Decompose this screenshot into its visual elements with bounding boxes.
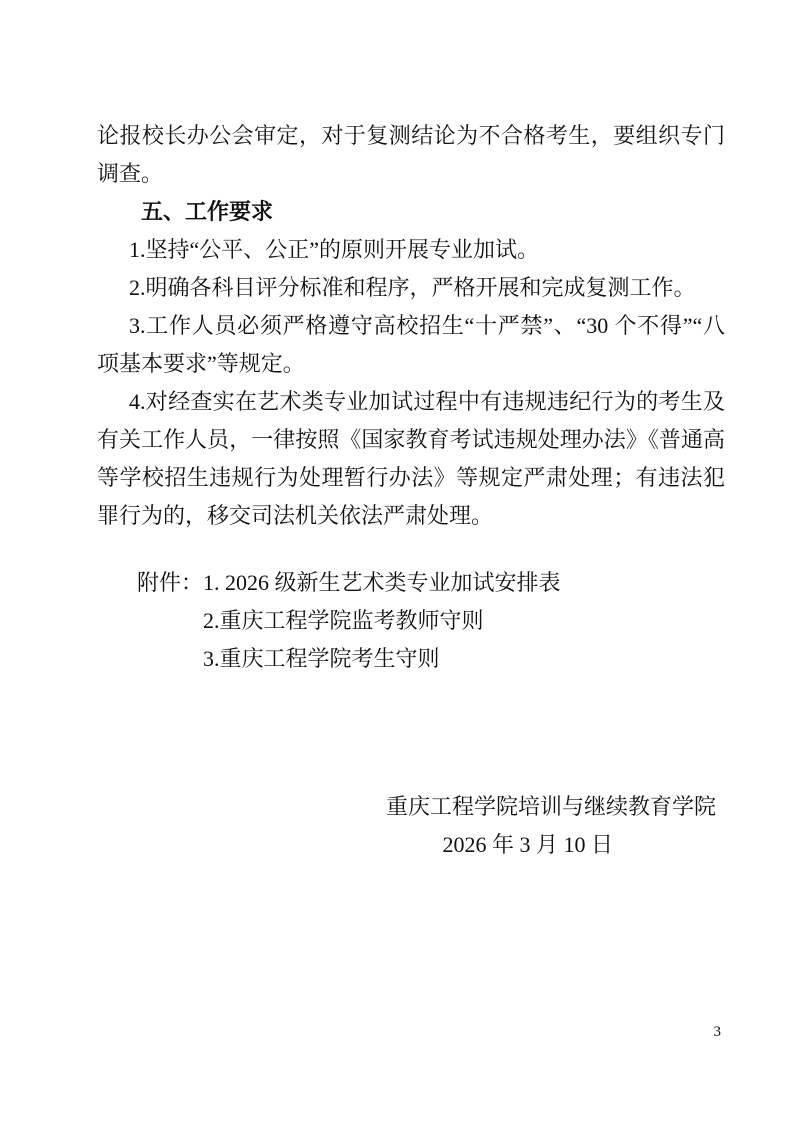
signature-organization: 重庆工程学院培训与继续教育学院 bbox=[385, 794, 716, 819]
work-requirement-item-2: 2.明确各科目评分标准和程序，严格开展和完成复测工作。 bbox=[129, 275, 696, 300]
page-number: 3 bbox=[713, 1024, 721, 1040]
attachment-item-3: 3.重庆工程学院考生守则 bbox=[203, 646, 440, 671]
document-body bbox=[97, 117, 725, 864]
work-requirement-item-1: 1.坚持“公平、公正”的原则开展专业加试。 bbox=[129, 237, 540, 262]
attachment-item-1: 1. 2026 级新生艺术类专业加试安排表 bbox=[203, 570, 561, 595]
signature-date: 2026 年 3 月 10 日 bbox=[442, 832, 613, 857]
attachment-item-2: 2.重庆工程学院监考教师守则 bbox=[203, 608, 484, 633]
work-requirement-item-4: 4.对经查实在艺术类专业加试过程中有违规违纪行为的考生及有关工作人员，一律按照《国家教育考试违规处理办法》《普通高等学校招生违规行为处理暂行办法》等规定严肃处理；有违法犯罪行为的，移交司法机关依法严肃处理。 bbox=[97, 389, 725, 528]
attachments-label: 附件： bbox=[137, 570, 204, 595]
signature-block bbox=[97, 788, 725, 864]
attachments-block bbox=[97, 564, 725, 678]
attachments-list bbox=[203, 564, 725, 678]
work-requirement-item-3: 3.工作人员必须严格遵守高校招生“十严禁”、“30 个不得”“八项基本要求”等规定。 bbox=[97, 313, 725, 376]
body-paragraph-continuation: 论报校长办公会审定，对于复测结论为不合格考生，要组织专门调查。 bbox=[97, 123, 725, 186]
section-heading-work-requirements: 五、工作要求 bbox=[141, 199, 274, 224]
